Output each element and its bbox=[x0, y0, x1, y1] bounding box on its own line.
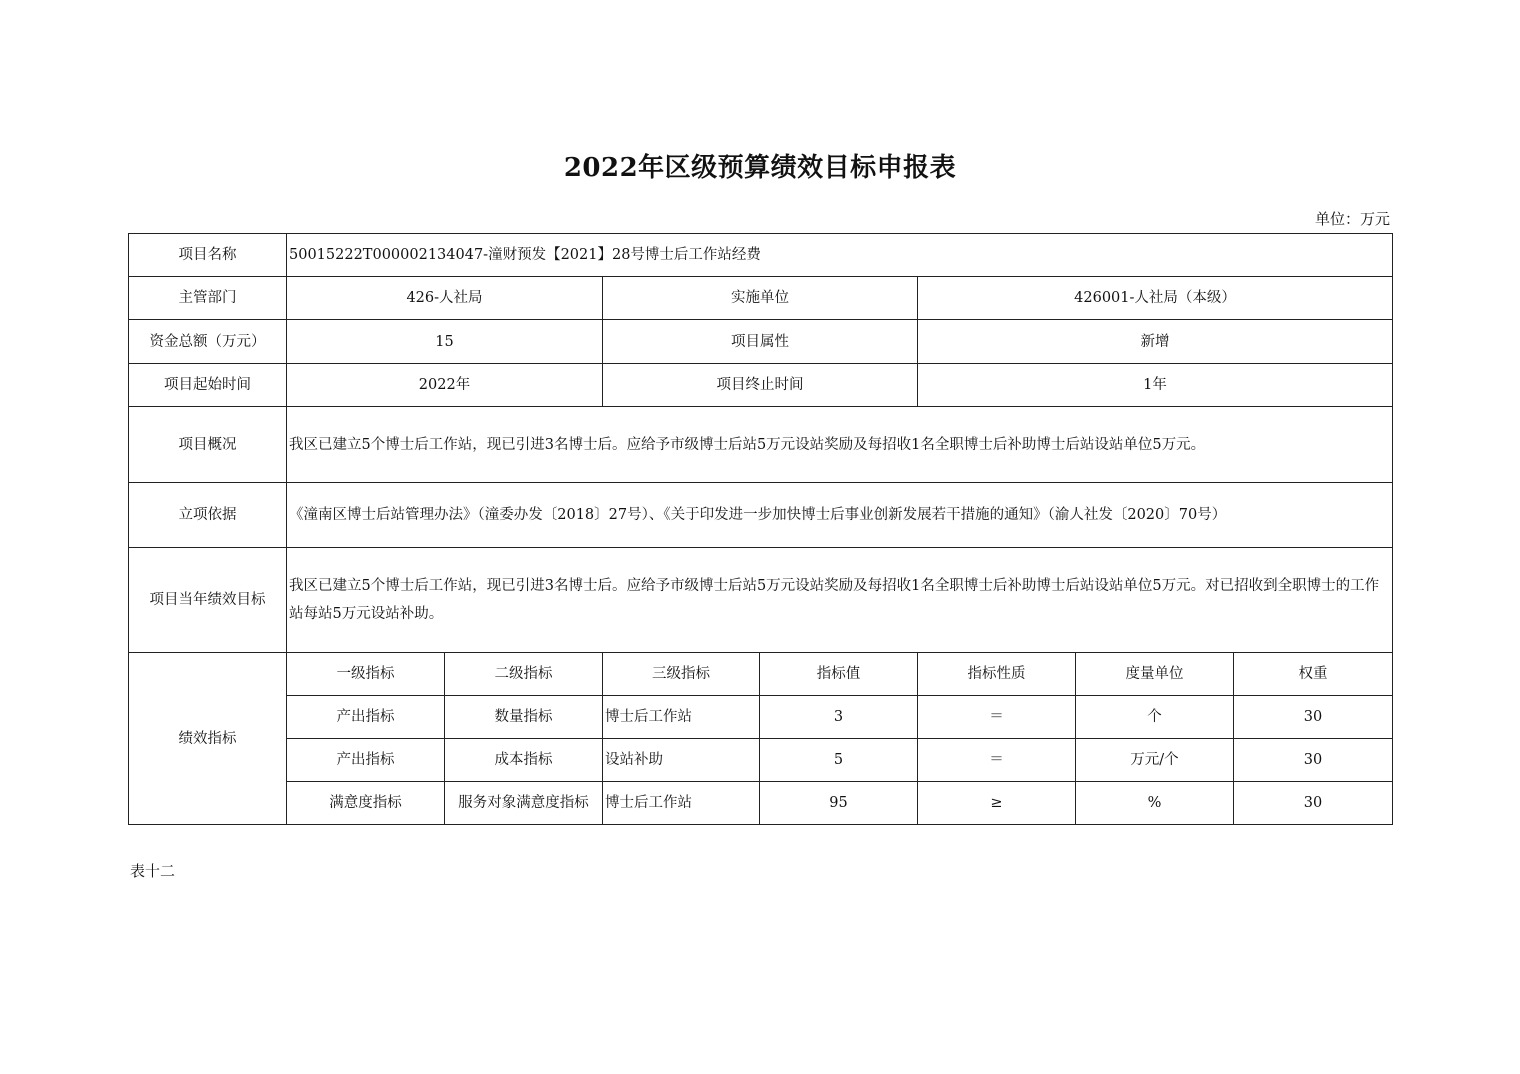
implementing-unit-label: 实施单位 bbox=[603, 277, 918, 320]
indicator-nature: ≥ bbox=[918, 782, 1076, 825]
header-level1: 一级指标 bbox=[287, 653, 445, 696]
overview-value: 我区已建立5个博士后工作站，现已引进3名博士后。应给予市级博士后站5万元设站奖励及每招收1名全职博士后补助博士后站设站单位5万元。 bbox=[287, 407, 1393, 483]
total-fund-label: 资金总额（万元） bbox=[129, 320, 287, 364]
indicator-level3: 博士后工作站 bbox=[603, 782, 760, 825]
project-name-label: 项目名称 bbox=[129, 234, 287, 277]
table-number-note: 表十二 bbox=[130, 862, 176, 880]
indicator-unit: 万元/个 bbox=[1076, 739, 1234, 782]
project-attribute-value: 新增 bbox=[918, 320, 1393, 364]
indicator-header-row bbox=[129, 653, 1393, 696]
indicator-value: 95 bbox=[760, 782, 918, 825]
department-label: 主管部门 bbox=[129, 277, 287, 320]
header-weight: 权重 bbox=[1234, 653, 1393, 696]
project-name-value: 50015222T000002134047-潼财预发【2021】28号博士后工作站经费 bbox=[287, 234, 1393, 277]
row-annual-goal bbox=[129, 548, 1393, 653]
row-department bbox=[129, 277, 1393, 320]
start-time-label: 项目起始时间 bbox=[129, 364, 287, 407]
indicator-level2: 成本指标 bbox=[445, 739, 603, 782]
start-time-value: 2022年 bbox=[287, 364, 603, 407]
overview-label: 项目概况 bbox=[129, 407, 287, 483]
basis-value: 《潼南区博士后站管理办法》（潼委办发〔2018〕27号）、《关于印发进一步加快博士后事业创新发展若干措施的通知》（渝人社发〔2020〕70号） bbox=[287, 483, 1393, 548]
indicator-row bbox=[129, 696, 1393, 739]
indicator-level1: 满意度指标 bbox=[287, 782, 445, 825]
row-time bbox=[129, 364, 1393, 407]
indicator-row bbox=[129, 782, 1393, 825]
page-title: 2022年区级预算绩效目标申报表 bbox=[563, 153, 957, 183]
annual-goal-label: 项目当年绩效目标 bbox=[129, 548, 287, 653]
row-overview bbox=[129, 407, 1393, 483]
project-attribute-label: 项目属性 bbox=[603, 320, 918, 364]
header-nature: 指标性质 bbox=[918, 653, 1076, 696]
end-time-value: 1年 bbox=[918, 364, 1393, 407]
row-project-name bbox=[129, 234, 1393, 277]
row-fund bbox=[129, 320, 1393, 364]
indicator-unit: 个 bbox=[1076, 696, 1234, 739]
department-value: 426-人社局 bbox=[287, 277, 603, 320]
end-time-label: 项目终止时间 bbox=[603, 364, 918, 407]
indicator-level2: 数量指标 bbox=[445, 696, 603, 739]
implementing-unit-value: 426001-人社局（本级） bbox=[918, 277, 1393, 320]
indicator-value: 5 bbox=[760, 739, 918, 782]
indicator-nature: ＝ bbox=[918, 696, 1076, 739]
header-unit: 度量单位 bbox=[1076, 653, 1234, 696]
indicator-weight: 30 bbox=[1234, 696, 1393, 739]
basis-label: 立项依据 bbox=[129, 483, 287, 548]
indicator-value: 3 bbox=[760, 696, 918, 739]
budget-performance-table bbox=[128, 233, 1393, 825]
indicator-row bbox=[129, 739, 1393, 782]
indicator-level2: 服务对象满意度指标 bbox=[445, 782, 603, 825]
indicator-level3: 设站补助 bbox=[603, 739, 760, 782]
header-level3: 三级指标 bbox=[603, 653, 760, 696]
unit-label: 单位：万元 bbox=[1314, 210, 1390, 228]
indicator-weight: 30 bbox=[1234, 782, 1393, 825]
indicator-level1: 产出指标 bbox=[287, 739, 445, 782]
header-value: 指标值 bbox=[760, 653, 918, 696]
indicator-unit: % bbox=[1076, 782, 1234, 825]
row-basis bbox=[129, 483, 1393, 548]
indicator-level1: 产出指标 bbox=[287, 696, 445, 739]
indicator-weight: 30 bbox=[1234, 739, 1393, 782]
indicators-section-label: 绩效指标 bbox=[129, 653, 287, 825]
header-level2: 二级指标 bbox=[445, 653, 603, 696]
indicator-nature: ＝ bbox=[918, 739, 1076, 782]
indicator-level3: 博士后工作站 bbox=[603, 696, 760, 739]
total-fund-value: 15 bbox=[287, 320, 603, 364]
annual-goal-value: 我区已建立5个博士后工作站，现已引进3名博士后。应给予市级博士后站5万元设站奖励及每招收1名全职博士后补助博士后站设站单位5万元。对已招收到全职博士的工作站每站5万元设站补助。 bbox=[287, 548, 1393, 653]
